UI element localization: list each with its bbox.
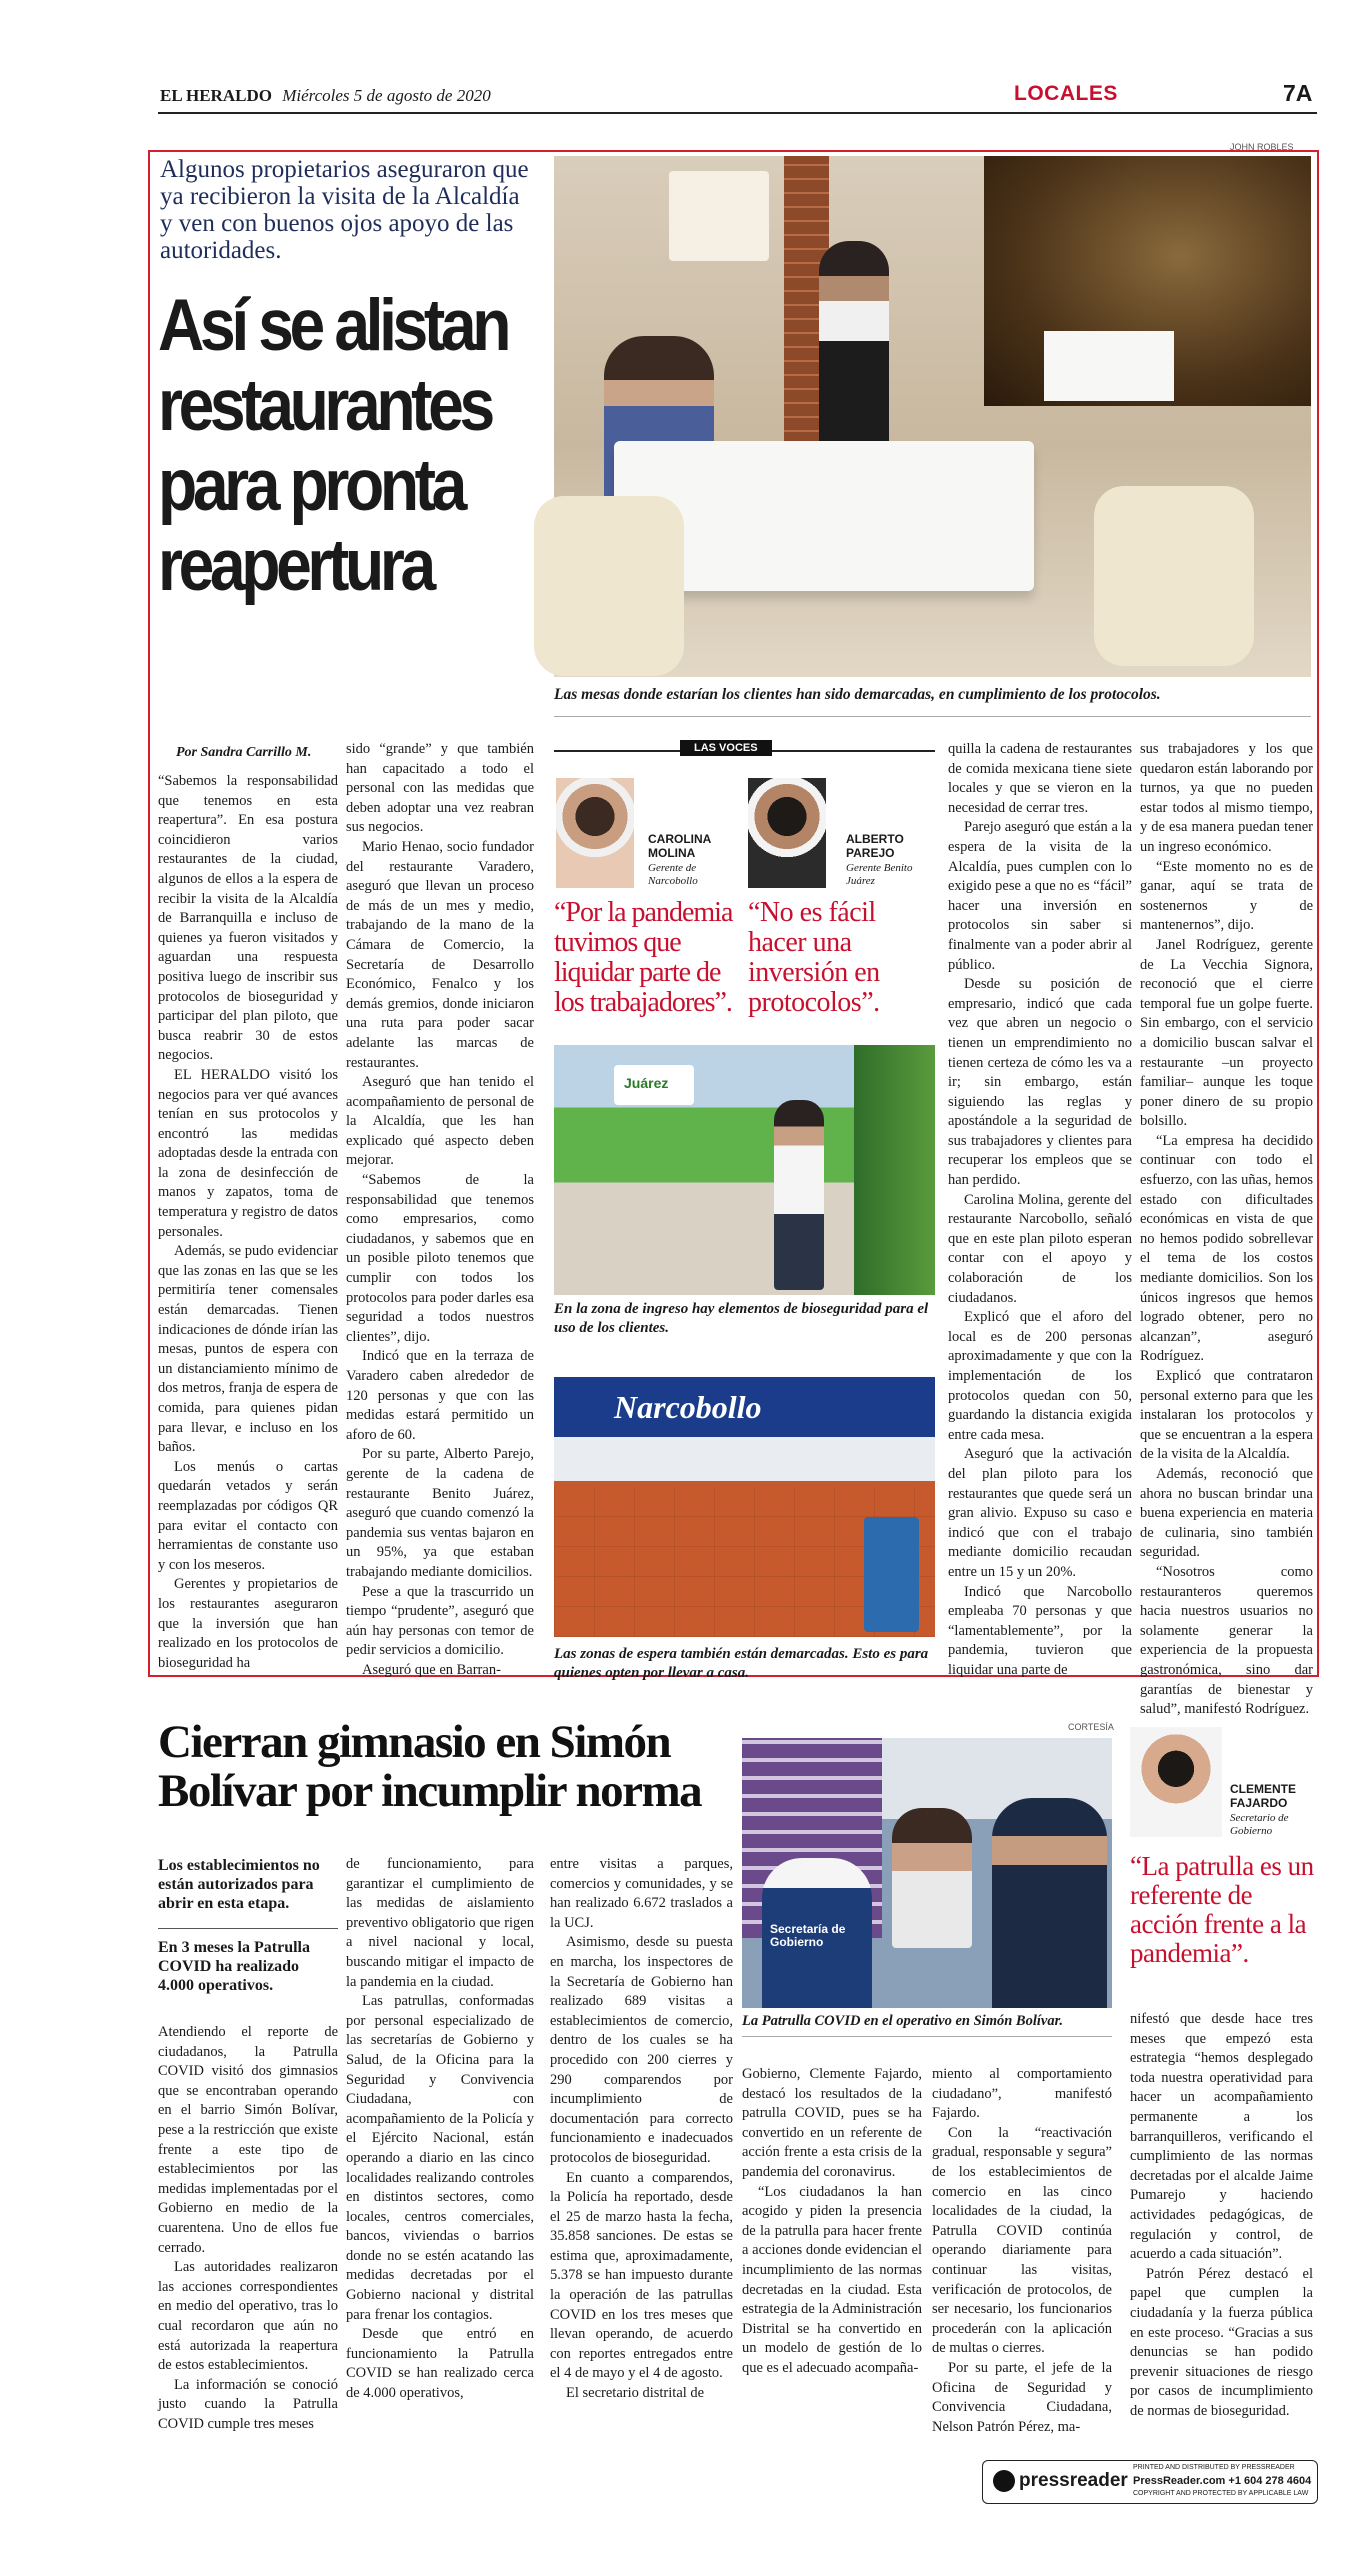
paragraph: “Sabemos de la responsabilidad que tenemos como empresarios, como ciudadanos, y sabemos que en un posible piloto tenemos que cumplir con todos los protocolos para poder darles esa seguridad a todos nuestros clientes”, dijo. <box>346 1172 534 1345</box>
pressreader-copyright: COPYRIGHT AND PROTECTED BY APPLICABLE LAW <box>1133 2490 1309 2497</box>
paragraph: Por su parte, Alberto Parejo, gerente de la cadena de restaurante Benito Juárez, aseguró que cuando comenzó la pandemia sus ventas bajaron en un 95%, ya que estaban trabajando mediante domicilios. <box>346 1446 534 1580</box>
paragraph: La información se conoció justo cuando la Patrulla COVID cumple tres meses <box>158 2376 338 2432</box>
paragraph: sus trabajadores y los que quedaron están laborando por turnos, ya que no pueden estar todos al mismo tiempo, y de esa manera puedan tener un ingreso económico. <box>1140 741 1313 855</box>
voices-label: LAS VOCES <box>680 740 772 756</box>
paragraph: Gobierno, Clemente Fajardo, destacó los resultados de la patrulla COVID, pues se ha convertido en un referente de acción frente a esta crisis de la pandemia del coronavirus. <box>742 2066 922 2180</box>
pressreader-badge <box>982 2460 1318 2504</box>
entrance-photo <box>554 1045 935 1295</box>
info-stand <box>864 1517 919 1632</box>
voice2-name: ALBERTO PAREJO <box>846 832 904 860</box>
person-role: Secretario de Gobierno <box>1230 1812 1289 1837</box>
main-photo-caption: Las mesas donde estarían los clientes han sido demarcadas, en cumplimiento de los protocolos. <box>554 686 1161 703</box>
deck-rule <box>158 1928 338 1929</box>
entrance-sign-text: Juárez <box>624 1075 669 1091</box>
paper-name: EL HERALDO <box>160 86 272 105</box>
paragraph: entre visitas a parques, comercios y comunidades, y se han realizado 6.672 traslados a la UCJ. <box>550 1856 733 1931</box>
patrol-photo-caption: La Patrulla COVID en el operativo en Simón Bolívar. <box>742 2013 1064 2029</box>
paragraph: Las patrullas, conformadas por personal especializado de las secretarías de Gobierno y Salud, de la Oficina para la Seguridad y Convivencia Ciudadana, con acompañamiento de la Policía y el Ejército Nacional, están operando a diario en las cinco localidades realizando controles en distintos sectores, como locales, centros comerciales, bancos, viviendas o barrios donde no se estén acatando las medidas decretadas por el Gobierno nacional y distrital para frenar los contagios. <box>346 1993 534 2323</box>
paragraph: El secretario distrital de <box>566 2385 705 2402</box>
pressreader-printed: PRINTED AND DISTRIBUTED BY PRESSREADER <box>1133 2464 1295 2471</box>
paragraph: Explicó que contrataron personal externo para que les instalaran los protocolos y que se encuentran a la espera de la visita de la Alcaldía. <box>1140 1368 1313 1463</box>
second-column-e <box>932 2065 1112 2435</box>
paragraph: Asimismo, desde su puesta en marcha, los inspectores de la Secretaría de Gobierno han realizado 689 visitas a establecimientos de comercio, dentro de los cuales se ha procedido con 200 cierres y 290 comparendos por incumplimiento de documentación para correcto funcionamiento e inadecuados protocolos de bioseguridad. <box>550 1934 733 2166</box>
pressreader-logo-icon <box>993 2470 1015 2492</box>
paragraph: Parejo aseguró que están a la espera de la visita de la Alcaldía, pues cumplen con lo exigido pese a que no es “fácil” hacer una inversión en protocolos sin saber si finalmente van a poder abrir al público. <box>948 819 1132 973</box>
column-4 <box>948 740 1132 1678</box>
waiting-area-caption: Las zonas de espera también están demarcadas. Esto es para quienes opten por llevar a casa. <box>554 1646 929 1681</box>
second-column-f <box>1130 2010 1313 2425</box>
paragraph: Mario Henao, socio fundador del restaurante Varadero, aseguró que llevan un proceso de más de un mes y medio, trabajando de la mano de la Cámara de Comercio, la Secretaría de Desarrollo Económico, Fenalco y los demás gremios, donde iniciaron una ruta para poder sacar adelante las marcas de restaurantes. <box>346 838 534 1071</box>
paragraph: Además, reconoció que ahora no buscan brindar una buena experiencia en materia de culinaria, sino también seguridad. <box>1140 1465 1313 1561</box>
paragraph: Indicó que en la terraza de Varadero caben alrededor de 120 personas y que con las medidas estará permitido un aforo de 60. <box>346 1348 534 1443</box>
caption-rule <box>554 716 1311 717</box>
vecchia-sign <box>669 171 769 261</box>
waiting-area-photo <box>554 1377 935 1637</box>
plants <box>854 1045 935 1295</box>
entrance-photo-caption: En la zona de ingreso hay elementos de bioseguridad para el uso de los clientes. <box>554 1301 929 1336</box>
paragraph: Explicó que el aforo del local es de 200 personas aproximadamente y que con la implementación de los protocolos quedan con 50, guardando la distancia exigida entre cada mesa. <box>948 1309 1132 1443</box>
pressreader-brand: pressreader <box>1019 2470 1128 2491</box>
paragraph: quilla la cadena de restaurantes de comida mexicana tiene siete locales y que se vieron en la necesidad de cerrar tres. <box>948 741 1132 816</box>
paragraph: Las autoridades realizaron las acciones correspondientes en medio del operativo, tras lo cual recordaron que aún no está autorizada la reapertura de estos establecimientos. <box>158 2259 338 2374</box>
gobierno-vest-text: Secretaría de Gobierno <box>770 1922 846 1949</box>
paragraph: “Los ciudadanos la han acogido y piden la presencia de la patrulla para hacer frente a acciones donde evidencian el incumplimiento de las normas decretadas en la ciudad. Esta estrategia de la Administración Distrital se ha convertido en un modelo de gestión de lo que es el adecuado acompaña- <box>742 2183 922 2376</box>
restaurant-photo <box>554 156 1311 677</box>
column-1 <box>158 772 338 1671</box>
person-name: CLEMENTE FAJARDO <box>1230 1782 1296 1810</box>
patrol-caption-rule <box>742 2036 1112 2037</box>
second-column-c <box>550 1855 733 2423</box>
voice2-role: Gerente Benito Juárez <box>846 862 913 887</box>
officer-right <box>992 1798 1107 2008</box>
pressreader-site: PressReader.com +1 604 278 4604 <box>1133 2475 1312 2487</box>
woman-figure <box>892 1808 972 1948</box>
paragraph: Aseguró que en Barran- <box>362 1661 501 1678</box>
paragraph: EL HERALDO visitó los negocios para ver qué avances tenían en sus protocolos y encontró las medidas adoptadas desde la entrada con la zona de desinfección de manos y zapatos, toma de temperatura y registro de datos personales. <box>158 1066 338 1240</box>
second-headline: Cierran gimnasio en Simón Bolívar por incumplir norma <box>158 1716 702 1817</box>
paragraph: Janel Rodríguez, gerente de La Vecchia Signora, reconoció que el cierre temporal fue un golpe fuerte. Sin embargo, con el servicio a domicilio buscan salvar el restaurante –un proyecto familiar– aunque les toque poner dinero de su propio bolsillo. <box>1140 936 1313 1130</box>
avatar-alberto <box>748 778 826 888</box>
header-rule <box>158 112 1317 114</box>
paragraph: sido “grande” y que también han capacitado a todo el personal con las medidas que deben adoptar una vez reabran sus negocios. <box>346 741 534 836</box>
paragraph: Aseguró que la activación del plan piloto para los restaurantes que quede será un gran alivio. Expuso su caso e indicó que con el trabajo mediante domicilio recaudan entre un 15 y un 20%. <box>948 1446 1132 1580</box>
back-table <box>1044 331 1174 401</box>
deck-1: Los establecimientos no están autorizados para abrir en esta etapa. <box>158 1857 320 1912</box>
masthead <box>160 86 491 106</box>
photo-credit: JOHN ROBLES <box>1230 142 1294 152</box>
paragraph: “La empresa ha decidido continuar con todo el esfuerzo, con las uñas, hemos estado con dificultades económicas en vista de que no hemos podido sobrellevar el tema de los costos mediante domicilios. Son los únicos ingresos que hemos logrado obtener, pero no alcanzan”, aseguró Rodríguez. <box>1140 1132 1313 1365</box>
paragraph: Gerentes y propietarios de los restaurantes aseguraron que la inversión que han realizado en los protocolos de bioseguridad ha <box>158 1576 338 1671</box>
headline: Así se alistan restaurantes para pronta reapertura <box>158 285 508 606</box>
paragraph: “Nosotros como restauranteros queremos hacia nuestros usuarios no solamente generar la experiencia de la propuesta gastronómica, sino dar garantías de bienestar y salud”, manifestó Rodríguez. <box>1140 1563 1313 1718</box>
second-column-d <box>742 2065 922 2425</box>
column-2 <box>346 740 534 1678</box>
chair-left <box>534 496 684 676</box>
narcobollo-sign-text: Narcobollo <box>614 1389 762 1425</box>
paragraph: miento al comportamiento ciudadano”, manifestó Fajardo. <box>932 2066 1112 2122</box>
byline: Por Sandra Carrillo M. <box>176 745 312 760</box>
deck-2: En 3 meses la Patrulla COVID ha realizado 4.000 operativos. <box>158 1939 310 1994</box>
kicker: Algunos propietarios aseguraron que ya recibieron la visita de la Alcaldía y ven con buenos ojos apoyo de las autoridades. <box>160 156 529 264</box>
paragraph: Desde que entró en funcionamiento la Patrulla COVID se han realizado cerca de 4.000 operativos, <box>346 2326 534 2402</box>
paragraph: Pese a que la trascurrido un tiempo “prudente”, aseguró que aún hay personas con temor de pedir servicios a domicilio. <box>346 1583 534 1659</box>
paragraph: Patrón Pérez destacó el papel que cumplen la ciudadanía y la fuerza pública en este proceso. “Gracias a sus denuncias se han podido prevenir situaciones de riesgo por casos de incumplimiento de normas de bioseguridad. <box>1130 2265 1313 2419</box>
paragraph: Además, se pudo evidenciar que las zonas en las que se les permitiría tener comensales están demarcadas. Tienen indicaciones de dónde irían las mesas, puntos de espera con un distanciamiento mínimo de dos metros, franja de espera de comida, para quienes pidan para llevar, e incluso en los baños. <box>158 1243 338 1456</box>
paragraph: Los menús o cartas quedarán vetados y serán reemplazadas por códigos QR para evitar el contacto con herramientas de constante uso y con los meseros. <box>158 1458 338 1573</box>
paragraph: Aseguró que han tenido el acompañamiento de personal de la Alcaldía, que les han explicado qué aspecto deben mejorar. <box>346 1074 534 1169</box>
paragraph: Indicó que Narcobollo empleaba 70 personas y que “lamentablemente”, por la pandemia, tuvieron que liquidar una parte de <box>948 1583 1132 1678</box>
page-number: 7A <box>1283 80 1313 106</box>
person-quote: “La patrulla es un referente de acción frente a la pandemia”. <box>1130 1851 1314 1968</box>
second-column-b <box>346 1855 534 2423</box>
paragraph: Por su parte, el jefe de la Oficina de Seguridad y Convivencia Ciudadana, Nelson Patrón Pérez, ma- <box>932 2359 1112 2435</box>
paragraph: Desde su posición de empresario, indicó que cada vez que abren un negocio o tienen un emprendimiento no tienen certeza de cómo les va a ir; sin embargo, están siguiendo las reglas y apostándole a la seguridad de sus trabajadores y clientes para recuperar los empleos que se han perdido. <box>948 976 1132 1189</box>
voice1-role: Gerente de Narcobollo <box>648 862 698 887</box>
avatar-carolina <box>556 778 634 888</box>
voice1-quote: “Por la pandemia tuvimos que liquidar parte de los trabajadores”. <box>554 897 733 1018</box>
voice1-name: CAROLINA MOLINA <box>648 832 711 860</box>
avatar-fajardo <box>1130 1727 1222 1837</box>
column-5 <box>1140 740 1313 1718</box>
staff-figure <box>774 1100 824 1290</box>
paragraph: Con la “reactivación gradual, responsable y segura” de los establecimientos de comercio en las cinco localidades de la ciudad, la Patrulla COVID continúa operando diariamente para continuar las visitas, verificación de protocolos, de ser necesario, los funcionarios procederán con la aplicación de multas o cierres. <box>932 2124 1112 2357</box>
chair-right <box>1094 486 1254 666</box>
paragraph: de funcionamiento, para garantizar el cumplimiento de las medidas de aislamiento preventivo obligatorio que rigen a nivel nacional y local, buscando mitigar el impacto de la pandemia en la ciudad. <box>346 1856 534 1990</box>
voice2-quote: “No es fácil hacer una inversión en protocolos”. <box>748 897 880 1018</box>
patrol-photo <box>742 1738 1112 2008</box>
paragraph: Atendiendo el reporte de ciudadanos, la Patrulla COVID visitó dos gimnasios que se encontraban operando en el barrio Simón Bolívar, pese a la restricción que existe frente a este tipo de establecimientos por las medidas implementadas por el Gobierno en medio de la cuarentena. Uno de ellos fue cerrado. <box>158 2024 338 2256</box>
paragraph: Carolina Molina, gerente del restaurante Narcobollo, señaló que en este plan piloto esperan contar con el apoyo y colaboración de los ciudadanos. <box>948 1191 1132 1306</box>
paragraph: nifestó que desde hace tres meses que empezó esta estrategia “hemos desplegado toda nuestra operatividad para hacer un acompañamiento permanente a los barranquilleros, verificando el cumplimiento de las normas decretadas por el alcalde Jaime Pumarejo y haciendo actividades pedagógicas, de regulación y control, de acuerdo a cada situación”. <box>1130 2011 1313 2263</box>
paragraph: “Sabemos la responsabilidad que tenemos en esta reapertura”. En esa postura coincidieron varios restaurantes de la ciudad, algunos de ellos a la espera de recibir la visita de la Alcaldía de Barranquilla e incluso de quienes ya fueron visitados y aguardan una respuesta positiva luego de inscribir sus protocolos de bioseguridad y participar del plan piloto, que busca reabrir 30 de estos negocios. <box>158 773 338 1064</box>
section-label: LOCALES <box>1014 82 1118 105</box>
paragraph: “Este momento no es de ganar, aquí se trata de sostenernos y de mantenernos”, dijo. <box>1140 858 1313 934</box>
second-photo-credit: CORTESÍA <box>1068 1722 1114 1732</box>
paragraph: En cuanto a comparendos, la Policía ha reportado, desde el 25 de marzo hasta la fecha, 35.858 sanciones. De estas se estima que, aproximadamente, 5.378 se han impuesto durante la operación de las patrullas COVID en los tres meses que llevan operando, de acuerdo con reportes entregados entre el 4 de mayo y el 4 de agosto. <box>550 2169 733 2382</box>
second-column-a <box>158 2023 338 2432</box>
issue-date: Miércoles 5 de agosto de 2020 <box>282 86 491 105</box>
